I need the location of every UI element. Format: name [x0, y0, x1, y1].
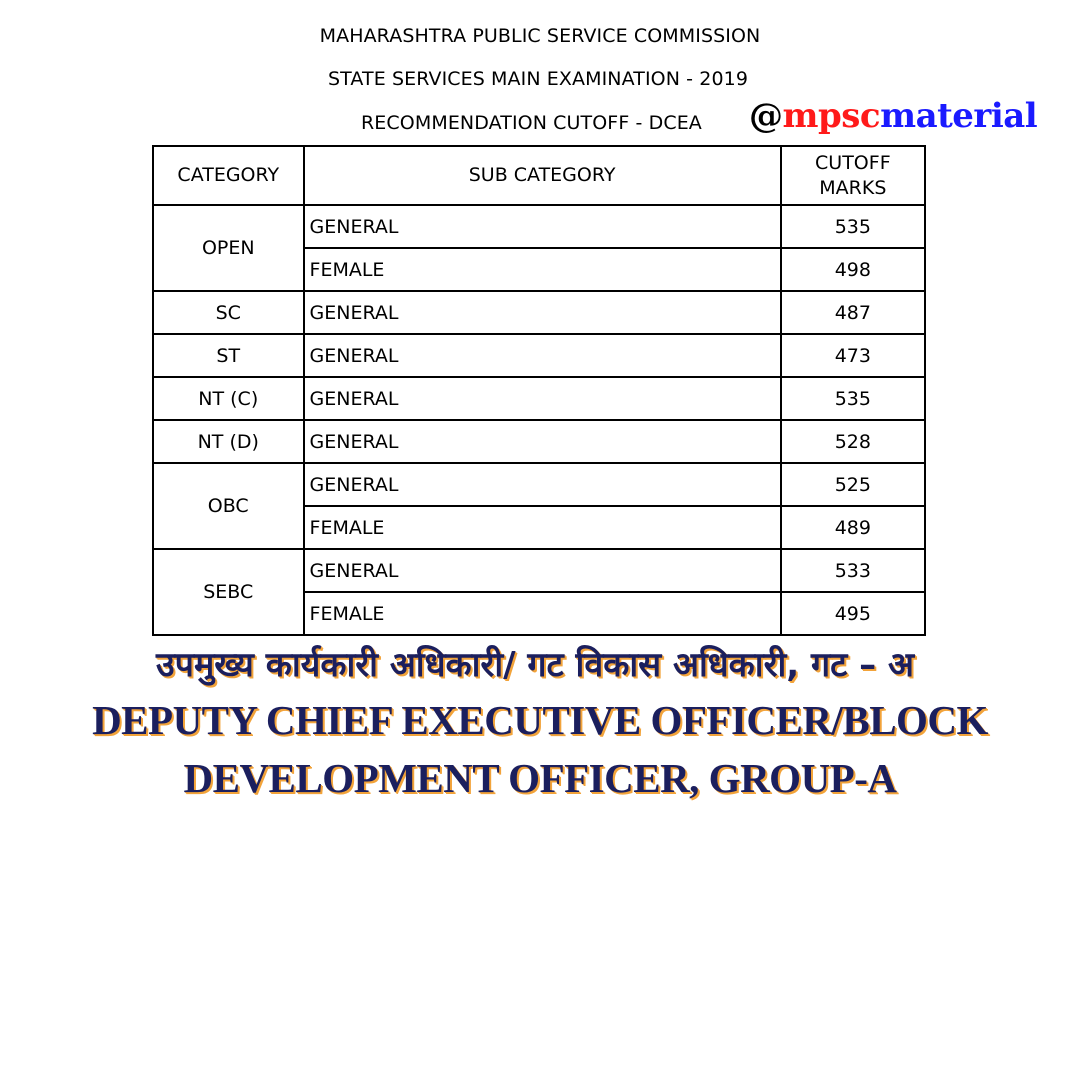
sub-category-cell: GENERAL: [304, 420, 781, 463]
header-category: CATEGORY: [153, 146, 304, 205]
sub-category-cell: FEMALE: [304, 506, 781, 549]
post-title-english-line-2: DEVELOPMENT OFFICER, GROUP-A: [183, 755, 897, 801]
header-line-1: MAHARASHTRA PUBLIC SERVICE COMMISSION: [319, 25, 761, 47]
marks-cell: 495: [781, 592, 925, 635]
category-cell: SC: [153, 291, 304, 334]
table-row: [153, 205, 925, 248]
table-row: [153, 549, 925, 592]
category-cell: NT (C): [153, 377, 304, 420]
category-cell: OBC: [153, 463, 304, 549]
marks-cell: 489: [781, 506, 925, 549]
brand-handle: [749, 96, 1037, 136]
marks-cell: 535: [781, 377, 925, 420]
table-row: [153, 420, 925, 463]
header-cutoff: [781, 146, 925, 205]
header-cutoff-line-2: MARKS: [819, 176, 887, 199]
table-row: [153, 291, 925, 334]
marks-cell: 525: [781, 463, 925, 506]
marks-cell: 473: [781, 334, 925, 377]
marks-cell: 528: [781, 420, 925, 463]
header-cutoff-line-1: CUTOFF: [815, 151, 891, 174]
category-cell: ST: [153, 334, 304, 377]
header-line-2: STATE SERVICES MAIN EXAMINATION - 2019: [327, 68, 749, 90]
sub-category-cell: GENERAL: [304, 291, 781, 334]
sub-category-cell: FEMALE: [304, 592, 781, 635]
sub-category-cell: FEMALE: [304, 248, 781, 291]
category-cell: SEBC: [153, 549, 304, 635]
brand-at: @: [749, 96, 783, 136]
cutoff-table: [152, 145, 926, 636]
header-sub-category: SUB CATEGORY: [304, 146, 781, 205]
marks-cell: 535: [781, 205, 925, 248]
table-row: [153, 377, 925, 420]
post-title-hindi: उपमुख्य कार्यकारी अधिकारी/ गट विकास अधिकारी, गट – अ: [156, 645, 914, 685]
sub-category-cell: GENERAL: [304, 377, 781, 420]
sub-category-cell: GENERAL: [304, 205, 781, 248]
marks-cell: 498: [781, 248, 925, 291]
marks-cell: 533: [781, 549, 925, 592]
brand-part-2: material: [880, 96, 1038, 136]
brand-part-1: mpsc: [782, 96, 881, 136]
sub-category-cell: GENERAL: [304, 549, 781, 592]
table-row: [153, 334, 925, 377]
post-title-english-line-1: DEPUTY CHIEF EXECUTIVE OFFICER/BLOCK: [92, 697, 988, 743]
marks-cell: 487: [781, 291, 925, 334]
category-cell: NT (D): [153, 420, 304, 463]
sub-category-cell: GENERAL: [304, 334, 781, 377]
table-header-row: [153, 146, 925, 205]
category-cell: OPEN: [153, 205, 304, 291]
header-line-3: RECOMMENDATION CUTOFF - DCEA: [361, 112, 702, 134]
sub-category-cell: GENERAL: [304, 463, 781, 506]
table-row: [153, 463, 925, 506]
